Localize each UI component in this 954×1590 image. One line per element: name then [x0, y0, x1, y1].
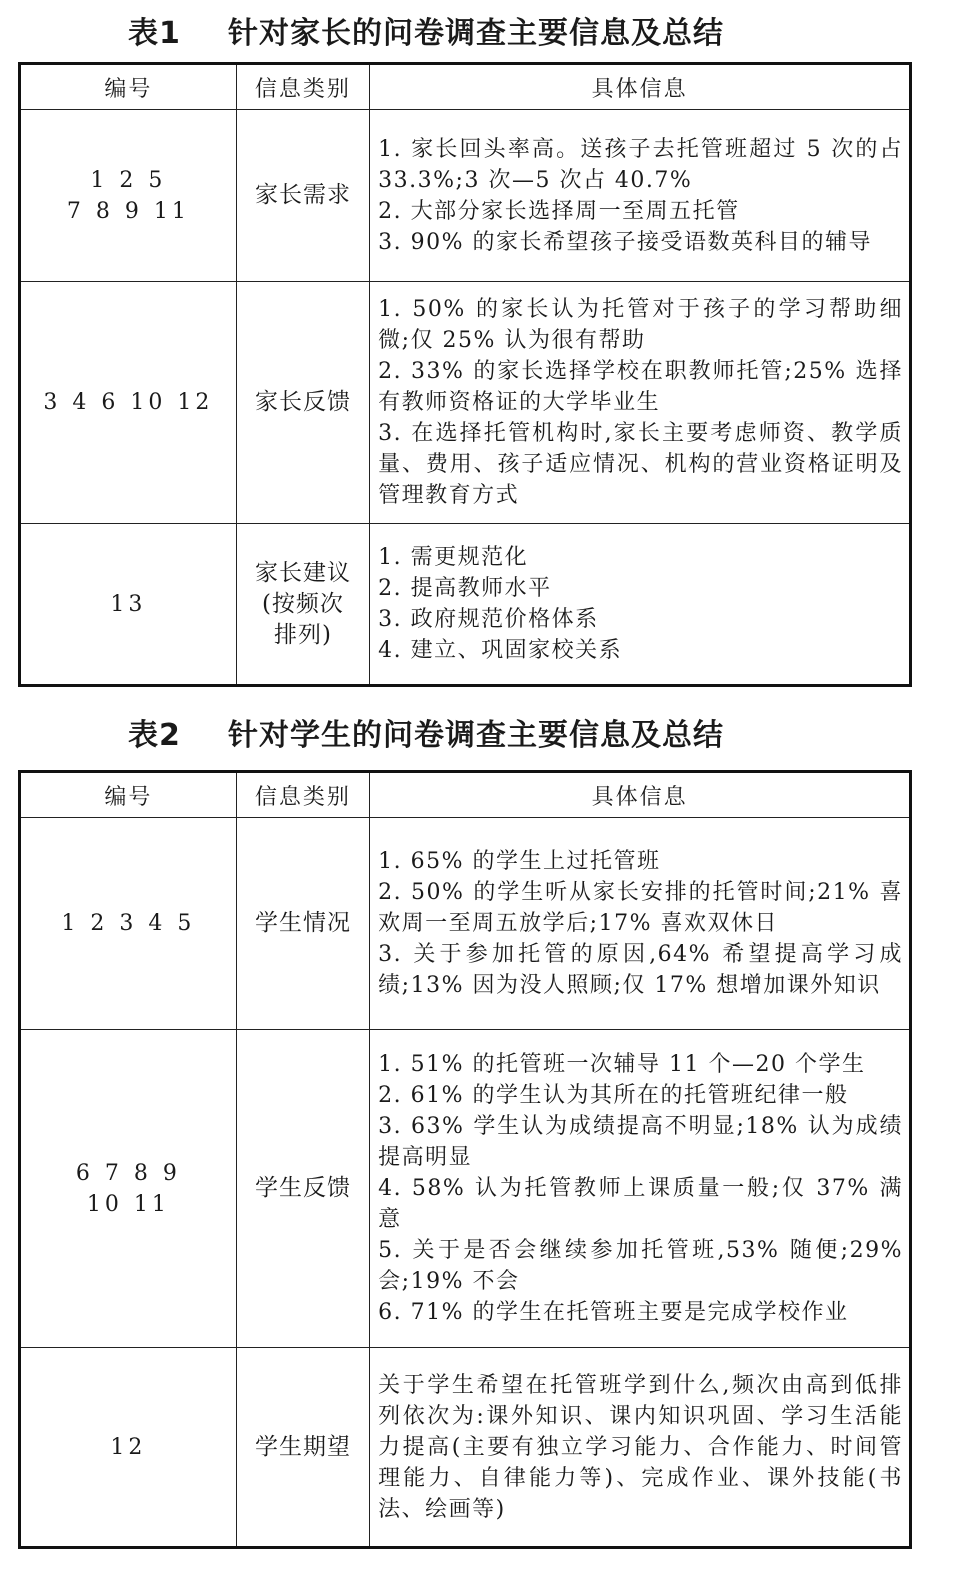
table-row: [20, 818, 911, 1030]
table-row: [20, 282, 911, 524]
row-category: 家长需求: [236, 110, 369, 282]
category-label: 家长建议: [254, 559, 351, 586]
row-category: 学生反馈: [236, 1030, 369, 1348]
category-note: 排列): [273, 621, 332, 648]
header-id: 编号: [20, 772, 237, 818]
info-item: 3. 90% 的家长希望孩子接受语数英科目的辅导: [378, 229, 873, 255]
table2-header-row: [20, 772, 911, 818]
row-category: 家长反馈: [236, 282, 369, 524]
table-row: [20, 524, 911, 686]
info-item: 6. 71% 的学生在托管班主要是完成学校作业: [378, 1300, 849, 1325]
info-item: 1. 家长回头率高。送孩子去托管班超过 5 次的占 33.3%;3 次—5 次占 40.7%: [378, 136, 903, 193]
header-category: 信息类别: [236, 64, 369, 110]
id-line: 3 4 6 10 12: [43, 390, 214, 415]
row-category: [236, 524, 369, 686]
info-item: 1. 65% 的学生上过托管班: [378, 849, 661, 874]
row-info: [370, 524, 911, 686]
table1-number: 表1: [128, 16, 181, 51]
row-info: [370, 110, 911, 282]
id-line: 13: [110, 591, 147, 617]
row-info: [370, 282, 911, 524]
table1-header-row: [20, 64, 911, 110]
category-note: (按频次: [261, 590, 344, 617]
info-item: 1. 需更规范化: [378, 545, 529, 570]
header-category: 信息类别: [236, 772, 369, 818]
row-info: [370, 1030, 911, 1348]
row-category: 学生期望: [236, 1348, 369, 1548]
header-id: 编号: [20, 64, 237, 110]
info-item: 2. 61% 的学生认为其所在的托管班纪律一般: [378, 1083, 849, 1108]
id-line: 1 2 3 4 5: [61, 911, 196, 936]
row-ids: [20, 110, 237, 282]
info-item: 4. 58% 认为托管教师上课质量一般;仅 37% 满意: [378, 1176, 903, 1232]
info-item: 2. 大部分家长选择周一至周五托管: [378, 198, 740, 224]
table-row: [20, 1030, 911, 1348]
id-line: 6 7 8 9: [75, 1160, 181, 1186]
table1-title: 针对家长的问卷调查主要信息及总结: [228, 16, 724, 51]
id-line: 12: [110, 1434, 147, 1460]
header-info: 具体信息: [370, 64, 911, 110]
info-item: 2. 50% 的学生听从家长安排的托管时间;21% 喜欢周一至周五放学后;17% 喜欢双休日: [378, 880, 903, 936]
info-item: 2. 33% 的家长选择学校在职教师托管;25% 选择有教师资格证的大学毕业生: [378, 359, 903, 415]
table-row: [20, 1348, 911, 1548]
row-category: 学生情况: [236, 818, 369, 1030]
row-ids: [20, 524, 237, 686]
table1-caption: [0, 8, 954, 52]
info-item: 3. 63% 学生认为成绩提高不明显;18% 认为成绩提高明显: [378, 1114, 903, 1170]
table2-number: 表2: [128, 718, 181, 753]
row-info: [370, 818, 911, 1030]
info-item: 4. 建立、巩固家校关系: [378, 638, 623, 663]
id-line: 10 11: [86, 1191, 170, 1217]
info-item: 1. 51% 的托管班一次辅导 11 个—20 个学生: [378, 1052, 866, 1077]
info-item: 1. 50% 的家长认为托管对于孩子的学习帮助细微;仅 25% 认为很有帮助: [378, 297, 903, 353]
table2: [18, 770, 912, 1549]
id-line: 1 2 5: [90, 167, 167, 193]
id-line: 7 8 9 11: [66, 198, 190, 224]
table2-caption: [0, 710, 954, 754]
info-item: 3. 关于参加托管的原因,64% 希望提高学习成绩;13% 因为没人照顾;仅 17% 想增加课外知识: [378, 942, 903, 998]
table-row: [20, 110, 911, 282]
row-info: [370, 1348, 911, 1548]
table1: [18, 62, 912, 687]
row-ids: [20, 282, 237, 524]
row-ids: [20, 1348, 237, 1548]
info-item: 关于学生希望在托管班学到什么,频次由高到低排列依次为:课外知识、课内知识巩固、学习生活能力提高(主要有独立学习能力、合作能力、时间管理能力、自律能力等)、完成作业、课外技能(书法、绘画等): [378, 1372, 903, 1522]
table2-title: 针对学生的问卷调查主要信息及总结: [228, 718, 724, 753]
info-item: 3. 在选择托管机构时,家长主要考虑师资、教学质量、费用、孩子适应情况、机构的营业资格证明及管理教育方式: [378, 421, 903, 508]
info-item: 5. 关于是否会继续参加托管班,53% 随便;29% 会;19% 不会: [378, 1238, 903, 1294]
info-item: 3. 政府规范价格体系: [378, 607, 599, 632]
info-item: 2. 提高教师水平: [378, 576, 552, 601]
row-ids: [20, 818, 237, 1030]
header-info: 具体信息: [370, 772, 911, 818]
row-ids: [20, 1030, 237, 1348]
